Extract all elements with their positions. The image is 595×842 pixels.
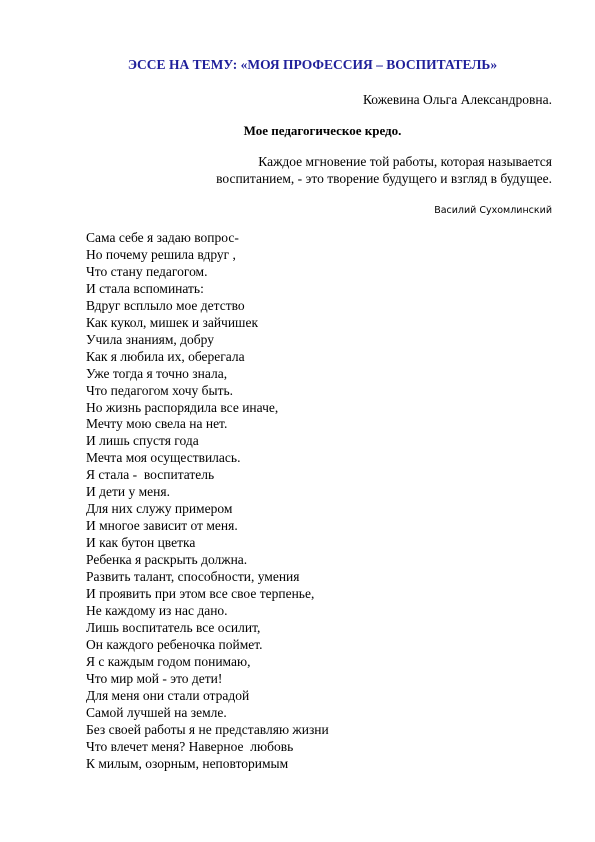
epigraph-author: Василий Сухомлинский [434, 205, 552, 216]
poem-line: Ребенка я раскрыть должна. [86, 552, 248, 568]
poem-body [86, 230, 329, 773]
poem-line: Не каждому из нас дано. [86, 602, 228, 618]
poem-line: Для меня они стали отрадой [86, 687, 250, 703]
poem-line: Сама себе я задаю вопрос- [86, 230, 239, 245]
poem-line: Мечта моя осуществилась. [86, 450, 241, 466]
poem-line: И многое зависит от меня. [86, 518, 238, 534]
poem-line: И проявить при этом все свое терпенье, [86, 586, 315, 602]
author-name: Кожевина Ольга Александровна. [362, 92, 552, 107]
poem-line: Мечту мою свела на нет. [86, 416, 228, 432]
poem-line: Как я любила их, оберегала [86, 348, 245, 364]
poem-line: Как кукол, мишек и зайчишек [86, 314, 258, 330]
poem-line: Что педагогом хочу быть. [86, 382, 234, 398]
poem-line: Что мир мой - это дети! [86, 670, 223, 686]
poem-line: Для них служу примером [86, 501, 233, 517]
epigraph-quote [216, 153, 552, 187]
poem-line: Он каждого ребеночка поймет. [86, 636, 263, 652]
poem-line: Что влечет меня? Наверное любовь [86, 738, 294, 754]
poem-line: И лишь спустя года [86, 433, 199, 449]
epigraph-line: воспитанием, - это творение будущего и взгляд в будущее. [216, 171, 552, 186]
essay-title: ЭССЕ НА ТЕМУ: «МОЯ ПРОФЕССИЯ – ВОСПИТАТЕЛЬ» [127, 57, 498, 72]
poem-line: Я с каждым годом понимаю, [86, 653, 251, 669]
poem-line: И как бутон цветка [86, 535, 196, 551]
poem-line: Но жизнь распорядила все иначе, [86, 399, 279, 415]
poem-line: Уже тогда я точно знала, [86, 365, 228, 381]
poem-line: Лишь воспитатель все осилит, [86, 619, 261, 635]
poem-line: Но почему решила вдруг , [86, 246, 236, 262]
poem-line: К милым, озорным, неповторимым [86, 755, 289, 771]
poem-line: Без своей работы я не представляю жизни [86, 721, 329, 737]
poem-line: Я стала - воспитатель [86, 467, 215, 483]
epigraph-line: Каждое мгновение той работы, которая называется [258, 154, 552, 169]
credo-heading: Мое педагогическое кредо. [243, 123, 402, 138]
poem-line: Учила знаниям, добру [86, 331, 214, 347]
poem-line: Что стану педагогом. [86, 263, 208, 279]
poem-line: И дети у меня. [86, 484, 170, 500]
poem-line: И стала вспоминать: [86, 280, 204, 296]
poem-line: Вдруг всплыло мое детство [86, 297, 245, 313]
poem-line: Развить талант, способности, умения [86, 569, 300, 585]
poem-line: Самой лучшей на земле. [86, 704, 227, 720]
